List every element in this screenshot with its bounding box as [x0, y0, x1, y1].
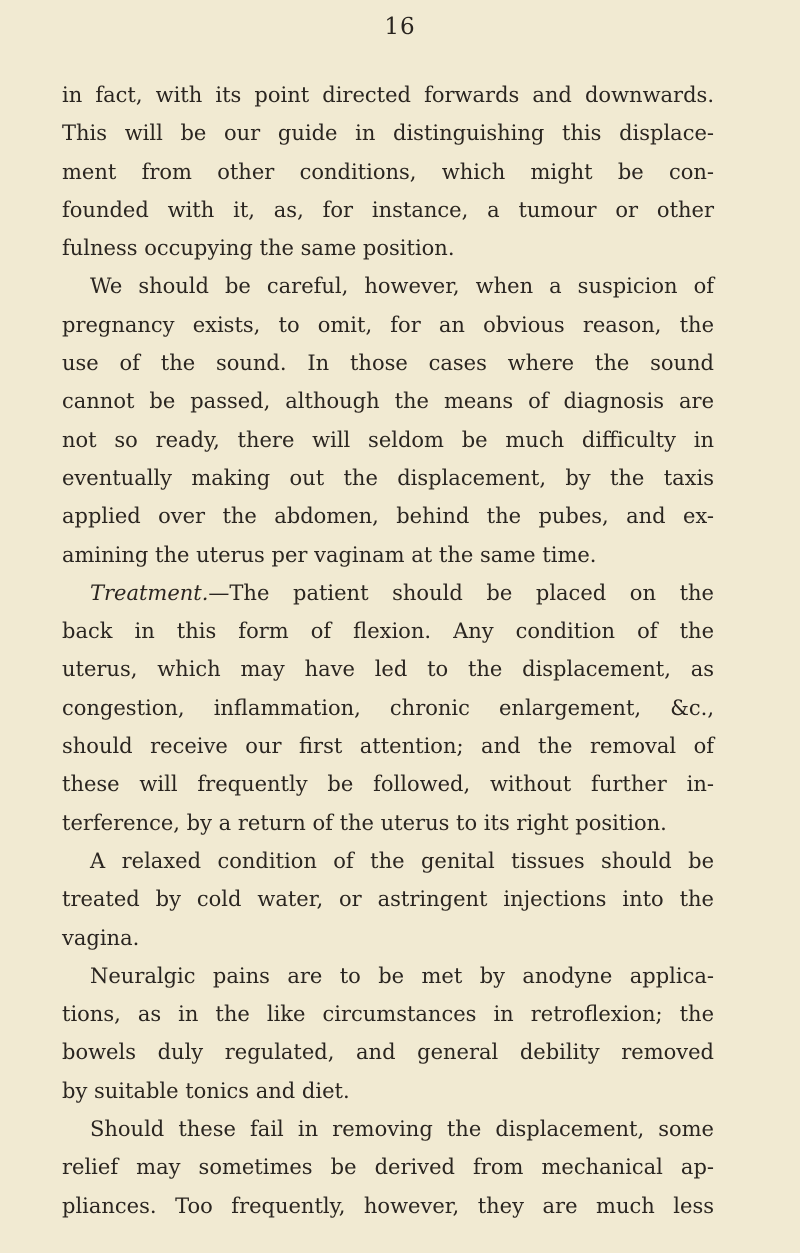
line-text: uterus, which may have led to the displacement, as: [62, 657, 714, 682]
text-line: [62, 459, 714, 497]
text-line: [62, 919, 714, 957]
text-line: [62, 804, 714, 842]
line-text: founded with it, as, for instance, a tumour or other: [62, 197, 714, 222]
text-line: [62, 76, 714, 114]
line-text: ment from other conditions, which might be con-: [62, 159, 714, 184]
line-text: pregnancy exists, to omit, for an obvious reason, the: [62, 312, 714, 337]
line-text: Should these fail in removing the displacement, some: [90, 1117, 714, 1142]
text-line: [62, 1110, 714, 1148]
line-text: fulness occupying the same position.: [62, 236, 455, 261]
text-line: [62, 1033, 714, 1071]
line-text: bowels duly regulated, and general debility removed: [62, 1040, 714, 1065]
text-line: [62, 880, 714, 918]
line-text: applied over the abdomen, behind the pubes, and ex-: [62, 504, 714, 529]
page-number: 16: [384, 14, 416, 40]
line-text: terference, by a return of the uterus to its right position.: [62, 810, 667, 835]
line-text: —The patient should be placed on the: [208, 580, 714, 605]
line-text: pliances. Too frequently, however, they are much less: [62, 1193, 714, 1218]
text-line: [62, 1187, 714, 1225]
line-text: should receive our first attention; and the removal of: [62, 734, 714, 759]
line-text: not so ready, there will seldom be much difficulty in: [62, 427, 714, 452]
line-text: congestion, inflammation, chronic enlargement, &c.,: [62, 695, 714, 720]
line-text: Neuralgic pains are to be met by anodyne applica-: [90, 963, 714, 988]
text-line: [62, 114, 714, 152]
text-line: [62, 727, 714, 765]
line-text: back in this form of flexion. Any condition of the: [62, 619, 714, 644]
text-line: [62, 765, 714, 803]
line-text: cannot be passed, although the means of diagnosis are: [62, 389, 714, 414]
line-text: vagina.: [62, 925, 140, 950]
text-line: [62, 1072, 714, 1110]
line-text: amining the uterus per vaginam at the same time.: [62, 542, 597, 567]
line-text: in fact, with its point directed forwards and downwards.: [62, 83, 714, 107]
text-line: [62, 650, 714, 688]
line-text: eventually making out the displacement, by the taxis: [62, 465, 714, 490]
text-line: [62, 421, 714, 459]
text-line: [62, 267, 714, 305]
body-text: [62, 76, 714, 1225]
text-line: [62, 612, 714, 650]
line-text: relief may sometimes be derived from mechanical ap-: [62, 1155, 714, 1180]
text-line: [62, 229, 714, 267]
text-line: [62, 995, 714, 1033]
text-line: [62, 344, 714, 382]
text-line: [62, 536, 714, 574]
text-line: [62, 957, 714, 995]
text-line: [62, 1148, 714, 1186]
text-line: [62, 191, 714, 229]
text-line: [62, 689, 714, 727]
line-text: We should be careful, however, when a suspicion of: [90, 274, 714, 299]
text-line: [62, 382, 714, 420]
line-text: tions, as in the like circumstances in retroflexion; the: [62, 1002, 714, 1027]
line-text: by suitable tonics and diet.: [62, 1078, 350, 1103]
text-line: [62, 153, 714, 191]
text-line: [62, 497, 714, 535]
line-text: these will frequently be followed, without further in-: [62, 772, 714, 797]
text-line: [62, 574, 714, 612]
line-text: This will be our guide in distinguishing this displace-: [62, 121, 714, 146]
line-text: use of the sound. In those cases where the sound: [62, 351, 714, 376]
line-text: treated by cold water, or astringent injections into the: [62, 887, 714, 912]
italic-heading: Treatment.: [90, 580, 209, 605]
text-line: [62, 842, 714, 880]
text-line: [62, 306, 714, 344]
line-text: A relaxed condition of the genital tissues should be: [90, 848, 714, 873]
